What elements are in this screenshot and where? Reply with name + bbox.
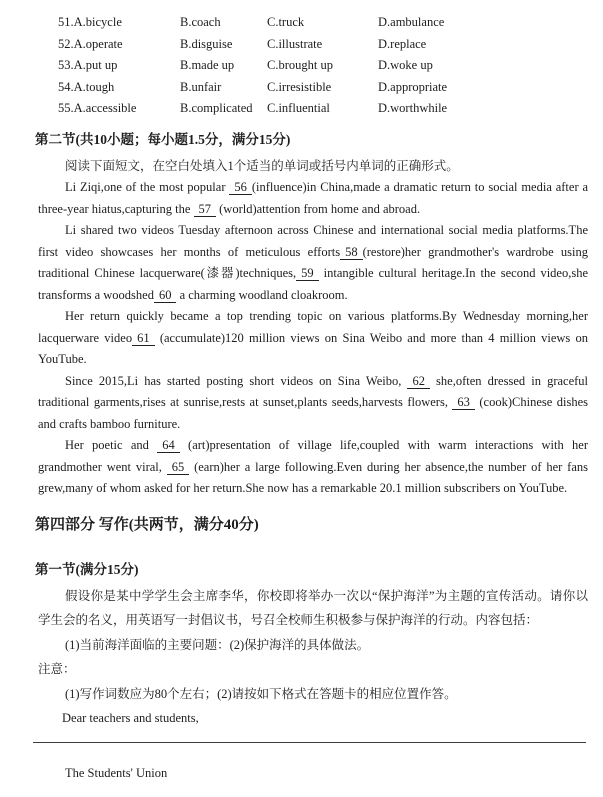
blank-60: 60 xyxy=(154,288,177,303)
text-run: (art)presentation of village life,coupled with warm interactions with her grandmother went viral, xyxy=(38,438,588,474)
text-run: she,often dressed in graceful traditional garments,rises at sunrise,rests at sunset,plants seeds,harvests flowers, xyxy=(38,373,589,409)
option-cell: B.made up xyxy=(180,58,235,72)
text-run: Li shared two videos Tuesday afternoon across Chinese and international social media platforms.The first video showcases her months of meticulous efforts xyxy=(38,223,588,259)
option-cell: B.unfair xyxy=(180,79,222,94)
text-run: intangible cultural heritage.In the second video,she transforms a woodshed xyxy=(38,266,589,302)
blank-56: 56 xyxy=(229,180,252,195)
blank-58: 58 xyxy=(340,245,363,260)
text-run: Her return quickly became a top trending topic on various platforms.By Wednesday morning,her lacquerware video xyxy=(38,309,588,345)
signature: The Students' Union xyxy=(65,765,168,780)
section4-subheading: 第一节(满分15分) xyxy=(35,561,139,577)
cloze-paragraph-5 xyxy=(38,435,588,500)
text-run: (world)attention from home and abroad. xyxy=(216,201,421,216)
option-cell: 52.A.operate xyxy=(58,36,123,51)
cloze-instruction: 阅读下面短文，在空白处填入1个适当的单词或括号内单词的正确形式。 xyxy=(65,158,459,173)
option-row-53 xyxy=(58,55,588,77)
text-run: (influence)in China,made a dramatic return to social media after a three-year hiatus,capturing the xyxy=(38,180,588,216)
text-run: Li Ziqi,one of the most popular xyxy=(65,180,230,194)
option-cell: C.truck xyxy=(267,15,305,29)
writing-points: (1)当前海洋面临的主要问题：(2)保护海洋的具体做法。 xyxy=(65,637,370,652)
cloze-paragraph-4 xyxy=(38,371,588,436)
text-run: Her poetic and xyxy=(65,438,158,452)
text-run: (cook)Chinese dishes and crafts bamboo furniture. xyxy=(38,395,588,431)
blank-62: 62 xyxy=(407,374,430,389)
option-cell: B.complicated xyxy=(180,101,253,115)
option-cell: C.brought up xyxy=(267,58,333,72)
blank-59: 59 xyxy=(296,266,319,281)
salutation: Dear teachers and students, xyxy=(62,711,199,725)
option-cell: D.woke up xyxy=(378,58,433,72)
cloze-paragraph-1 xyxy=(38,177,588,220)
notes-text: (1)写作词数应为80个左右；(2)请按如下格式在答题卡的相应位置作答。 xyxy=(65,686,457,701)
option-cell: B.disguise xyxy=(180,36,233,51)
option-cell: 55.A.accessible xyxy=(58,101,137,115)
blank-57: 57 xyxy=(194,202,217,217)
option-cell: 54.A.tough xyxy=(58,79,115,94)
blank-63: 63 xyxy=(452,395,475,410)
section2-heading: 第二节(共10小题；每小题1.5分，满分15分) xyxy=(35,131,291,147)
option-cell: C.irresistible xyxy=(267,79,332,94)
option-cell: B.coach xyxy=(180,15,221,29)
option-row-52 xyxy=(58,34,588,56)
option-cell: D.appropriate xyxy=(378,79,448,94)
option-row-51 xyxy=(58,12,588,34)
answer-line xyxy=(33,742,586,743)
option-cell: 51.A.bicycle xyxy=(58,15,122,29)
option-cell: D.replace xyxy=(378,36,427,51)
notes-label: 注意： xyxy=(38,662,76,676)
text-run: a charming woodland cloakroom. xyxy=(176,287,348,302)
option-cell: D.worthwhile xyxy=(378,101,448,115)
option-cell: C.influential xyxy=(267,101,330,115)
cloze-paragraph-2 xyxy=(38,220,588,306)
writing-prompt: 假设你是某中学学生会主席李华，你校即将举办一次以“保护海洋”为主题的宣传活动。请你以学生会的名义，用英语写一封倡议书，号召全校师生积极参与保护海洋的行动。内容包括： xyxy=(38,588,588,627)
option-row-54 xyxy=(58,77,588,99)
cloze-paragraph-3 xyxy=(38,306,588,371)
section4-heading: 第四部分 写作(共两节，满分40分) xyxy=(35,516,259,533)
text-run: (restore)her grandmother's wardrobe using traditional Chinese lacquerware(漆器)techniques, xyxy=(38,244,588,280)
blank-65: 65 xyxy=(167,460,190,475)
text-run: Since 2015,Li has started posting short videos on Sina Weibo, xyxy=(65,373,408,388)
text-run: (earn)her a large following.Even during her absence,the number of her fans grew,many of whom asked for her return.She now has a remarkable 20.1 million subscribers on YouTube. xyxy=(38,459,589,495)
option-cell: C.illustrate xyxy=(267,36,323,51)
blank-64: 64 xyxy=(157,438,180,453)
text-run: (accumulate)120 million views on Sina Weibo and more than 4 million views on YouTube. xyxy=(38,330,588,366)
option-row-55 xyxy=(58,98,588,120)
blank-61: 61 xyxy=(132,331,155,346)
options-block xyxy=(58,12,588,120)
option-cell: D.ambulance xyxy=(378,15,445,29)
option-cell: 53.A.put up xyxy=(58,58,118,72)
